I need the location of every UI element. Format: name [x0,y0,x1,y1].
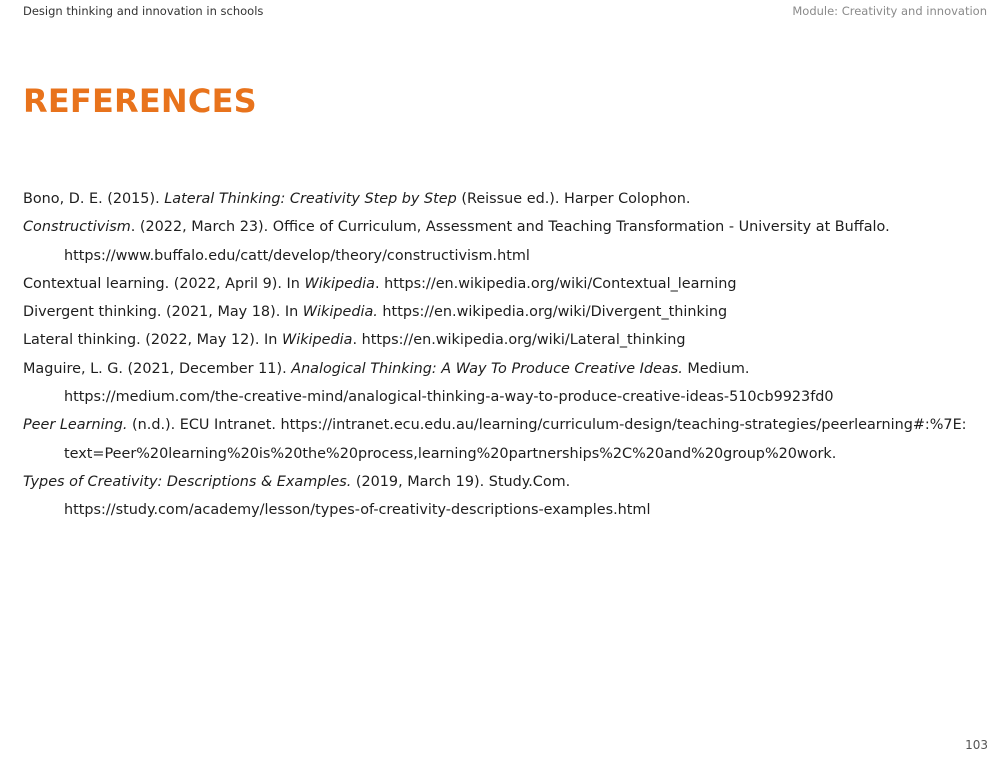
reference-entry [23,411,993,439]
page-title: REFERENCES [23,82,257,120]
running-header-right: Module: Creativity and innovation [792,4,987,18]
reference-text: (Reissue ed.). Harper Colophon. [456,191,691,207]
reference-text: Bono, D. E. (2015). [23,191,165,207]
reference-text: (n.d.). ECU Intranet. https://intranet.ecu.edu.au/learning/curriculum-design/teaching-strategies/peerlearning#:%7E: [127,417,967,434]
reference-continuation: https://medium.com/the-creative-mind/analogical-thinking-a-way-to-produce-creative-ideas-510cb9923fd0 [64,389,834,406]
reference-title-italic: Wikipedia [281,332,353,349]
reference-text: Maguire, L. G. (2021, December 11). [23,360,292,377]
reference-continuation: https://study.com/academy/lesson/types-of-creativity-descriptions-examples.html [64,502,651,519]
reference-text: (2019, March 19). Study.Com. [351,473,571,490]
reference-title-italic: Wikipedia. [302,304,378,321]
reference-entry [23,213,993,241]
reference-continuation: https://www.buffalo.edu/catt/develop/theory/constructivism.html [64,247,530,264]
reference-title-italic: Analogical Thinking: A Way To Produce Creative Ideas. [291,360,683,377]
reference-title-italic: Lateral Thinking: Creativity Step by Step [164,191,457,207]
reference-entry [23,298,993,326]
reference-text: Divergent thinking. (2021, May 18). In [23,304,303,321]
reference-title-italic: Wikipedia [304,275,375,292]
reference-entry [23,326,993,354]
reference-text: Medium. [682,360,750,377]
reference-entry [23,185,993,213]
running-header-left: Design thinking and innovation in schools [23,4,264,18]
reference-title-italic: Types of Creativity: Descriptions & Examples. [23,473,352,490]
reference-title-italic: Peer Learning. [23,417,128,434]
reference-text: . https://en.wikipedia.org/wiki/Contextual_learning [374,275,737,292]
reference-text: https://en.wikipedia.org/wiki/Divergent_thinking [377,304,728,321]
reference-continuation: text=Peer%20learning%20is%20the%20process,learning%20partnerships%2C%20and%20group%20work. [64,445,837,462]
reference-entry [23,468,993,496]
reference-text: Contextual learning. (2022, April 9). In [23,275,305,292]
reference-text: Lateral thinking. (2022, May 12). In [23,332,282,349]
reference-entry [23,270,993,298]
reference-entry [23,355,993,383]
reference-list [23,185,993,525]
page-number: 103 [965,738,988,752]
reference-text: . https://en.wikipedia.org/wiki/Lateral_thinking [352,332,686,349]
reference-text: . (2022, March 23). Office of Curriculum, Assessment and Teaching Transformation - University at Buffalo. [130,219,890,236]
reference-title-italic: Constructivism [23,219,131,236]
